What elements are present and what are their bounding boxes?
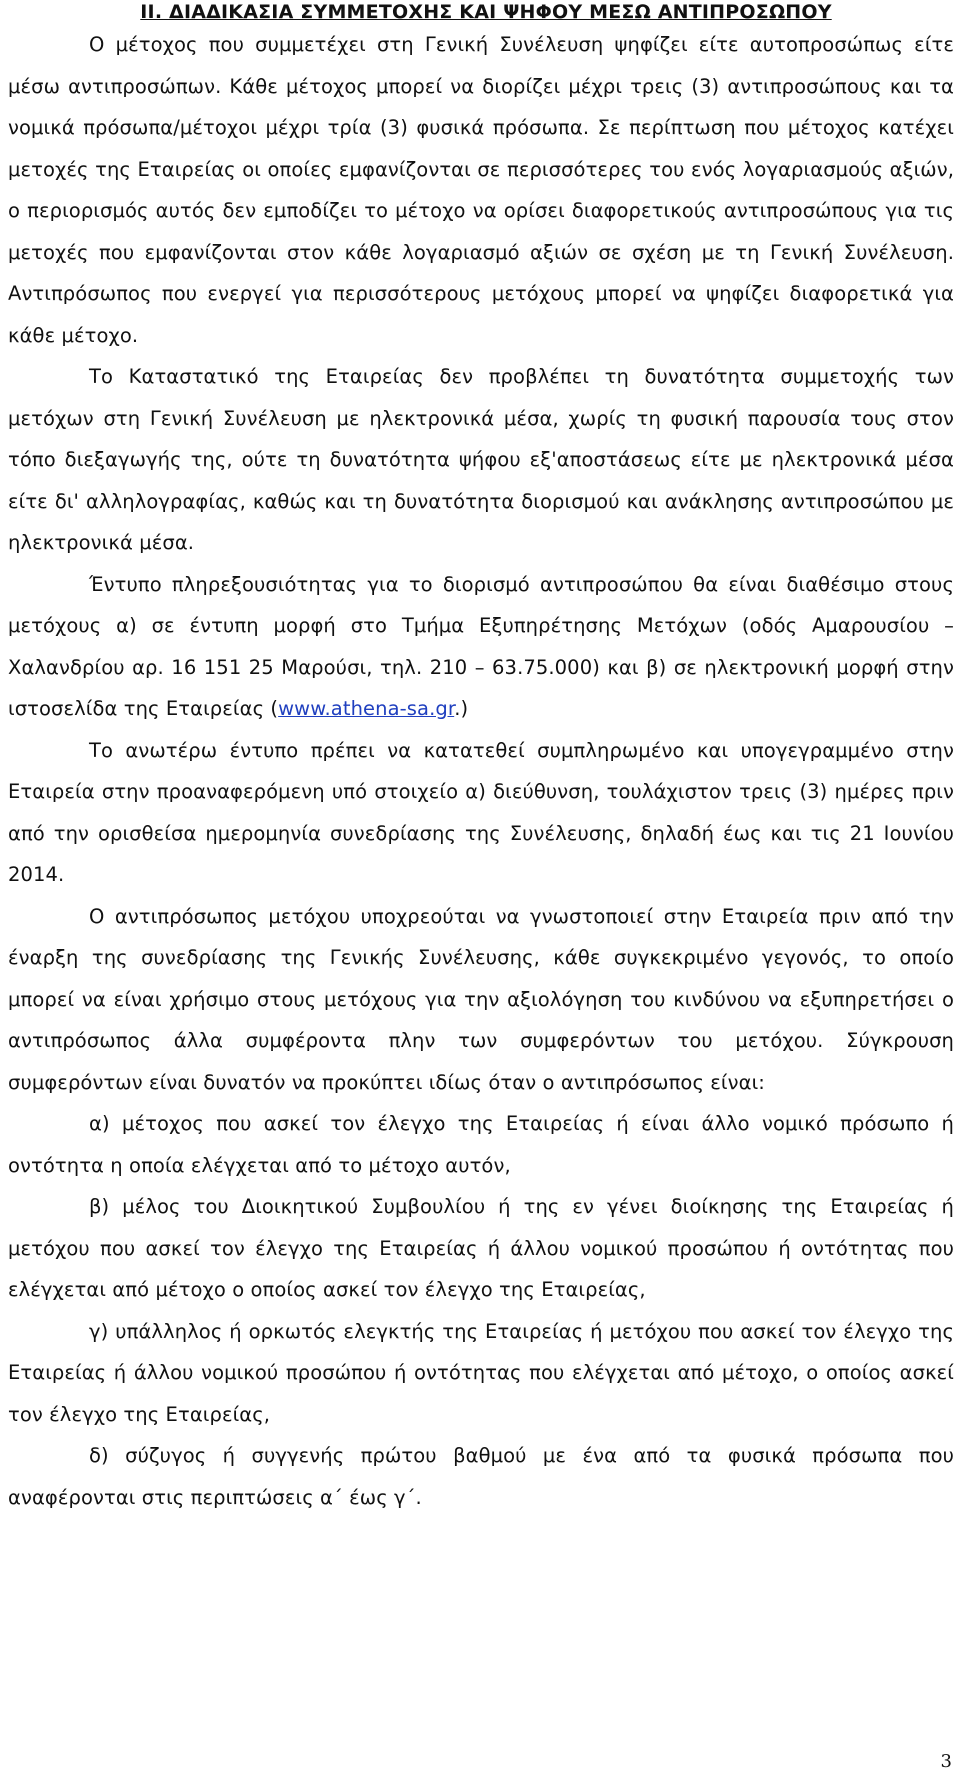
- paragraph-proxy-form: [8, 564, 954, 730]
- page-number: 3: [940, 1751, 952, 1772]
- paragraph-electronic-means: Το Καταστατικό της Εταιρείας δεν προβλέπει τη δυνατότητα συμμετοχής των μετόχων στη Γενική Συνέλευση με ηλεκτρονικά μέσα, χωρίς τη φυσική παρουσία τους στον τόπο διεξαγωγής της, ούτε τη δυνατότητα ψήφου εξ'αποστάσεως είτε με ηλεκτρονικά μέσα είτε δι' αλληλογραφίας, καθώς και τη δυνατότητα διορισμού και ανάκλησης αντιπροσώπου με ηλεκτρονικά μέσα.: [8, 365, 954, 554]
- section-heading: II. ΔΙΑΔΙΚΑΣΙΑ ΣΥΜΜΕΤΟΧΗΣ ΚΑΙ ΨΗΦΟΥ ΜΕΣΩ ΑΝΤΙΠΡΟΣΩΠΟΥ: [140, 1, 832, 23]
- paragraph-conflict-of-interest: Ο αντιπρόσωπος μετόχου υποχρεούται να γνωστοποιεί στην Εταιρεία πριν από την έναρξη της συνεδρίασης της Γενικής Συνέλευσης, κάθε συγκεκριμένο γεγονός, το οποίο μπορεί να είναι χρήσιμο στους μετόχους για την αξιολόγηση του κινδύνου να εξυπηρετήσει ο αντιπρόσωπος άλλα συμφέροντα πλην των συμφερόντων του μετόχου. Σύγκρουση συμφερόντων είναι δυνατόν να προκύπτει ιδίως όταν ο αντιπρόσωπος είναι:: [8, 904, 954, 1094]
- paragraph-submission-deadline: Το ανωτέρω έντυπο πρέπει να κατατεθεί συμπληρωμένο και υπογεγραμμένο στην Εταιρεία στην προαναφερόμενη υπό στοιχείο α) διεύθυνση, τουλάχιστον τρεις (3) ημέρες πριν από την ορισθείσα ημερομηνία συνεδρίασης της Συνέλευσης, δηλαδή έως και τις 21 Ιουνίου 2014.: [8, 738, 954, 886]
- document-body: [8, 2, 954, 1518]
- proxy-form-text: Έντυπο πληρεξουσιότητας για το διορισμό αντιπροσώπου θα είναι διαθέσιμο στους μετόχους α) σε έντυπη μορφή στο Τμήμα Εξυπηρέτησης Μετόχων (οδός Αμαρουσίου – Χαλανδρίου αρ. 16 151 25 Μαρούσι, τηλ. 210 – 63.75.000) και β) σε ηλεκτρονική μορφή στην ιστοσελίδα της Εταιρείας (: [8, 572, 954, 720]
- list-item-a: α) μέτοχος που ασκεί τον έλεγχο της Εταιρείας ή είναι άλλο νομικό πρόσωπο ή οντότητα η οποία ελέγχεται από το μέτοχο αυτόν,: [8, 1112, 954, 1177]
- list-item-b: β) μέλος του Διοικητικού Συμβουλίου ή της εν γένει διοίκησης της Εταιρείας ή μετόχου που ασκεί τον έλεγχο της Εταιρείας ή άλλου νομικού προσώπου ή οντότητας που ελέγχεται από μέτοχο ο οποίος ασκεί τον έλεγχο της Εταιρείας,: [8, 1195, 954, 1301]
- paragraph-proxy-voting: Ο μέτοχος που συμμετέχει στη Γενική Συνέλευση ψηφίζει είτε αυτοπροσώπως είτε μέσω αντιπροσώπων. Κάθε μέτοχος μπορεί να διορίζει μέχρι τρεις (3) αντιπροσώπους και τα νομικά πρόσωπα/μέτοχοι μέχρι τρία (3) φυσικά πρόσωπα. Σε περίπτωση που μέτοχος κατέχει μετοχές της Εταιρείας οι οποίες εμφανίζονται σε περισσότερες του ενός λογαριασμούς αξιών, ο περιορισμός αυτός δεν εμποδίζει το μέτοχο να ορίσει διαφορετικούς αντιπροσώπους για τις μετοχές που εμφανίζονται στον κάθε λογαριασμό αξιών σε σχέση με τη Γενική Συνέλευση. Αντιπρόσωπος που ενεργεί για περισσότερους μετόχους μπορεί να ψηφίζει διαφορετικά για κάθε μέτοχο.: [8, 33, 954, 347]
- list-item-d: δ) σύζυγος ή συγγενής πρώτου βαθμού με ένα από τα φυσικά πρόσωπα που αναφέρονται στις περιπτώσεις α΄ έως γ΄.: [8, 1444, 954, 1509]
- list-item-c: γ) υπάλληλος ή ορκωτός ελεγκτής της Εταιρείας ή μετόχου που ασκεί τον έλεγχο της Εταιρείας ή άλλου νομικού προσώπου ή οντότητας που ελέγχεται από μέτοχο, ο οποίος ασκεί τον έλεγχο της Εταιρείας,: [8, 1319, 954, 1426]
- proxy-form-text-end: .): [454, 697, 469, 720]
- company-website-link[interactable]: www.athena-sa.gr: [278, 697, 455, 720]
